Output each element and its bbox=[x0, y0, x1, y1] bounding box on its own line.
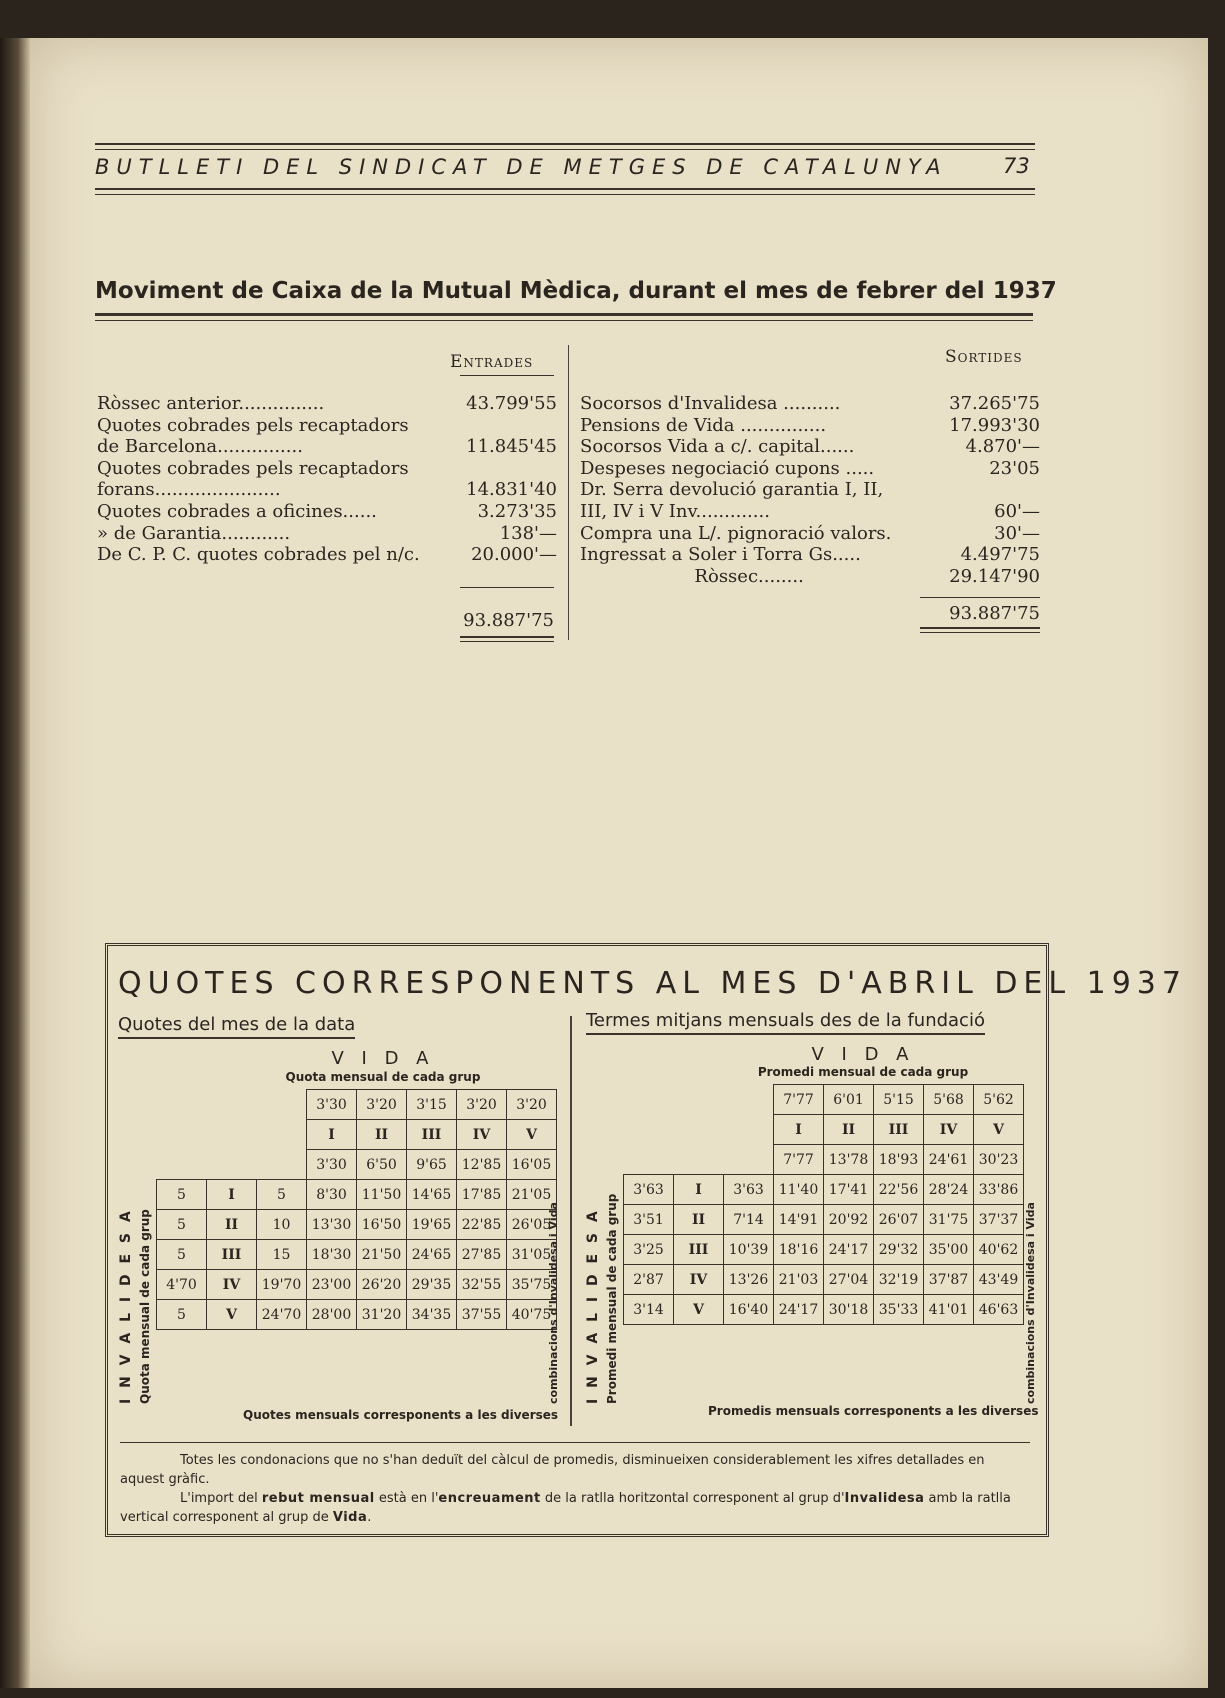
vida-quota-cell: 3'20 bbox=[457, 1090, 507, 1120]
table-row bbox=[624, 1205, 1024, 1235]
combination-cell: 26'05 bbox=[507, 1210, 557, 1240]
invalidesa-quota-cell: 3'25 bbox=[624, 1235, 674, 1265]
vida-group-cell: II bbox=[357, 1120, 407, 1150]
ledger-row bbox=[97, 479, 557, 501]
invalidesa-group-cell: I bbox=[207, 1180, 257, 1210]
ledger-row bbox=[97, 436, 557, 458]
header-rule-bottom-thin bbox=[95, 194, 1035, 195]
invalidesa-group-cell: IV bbox=[207, 1270, 257, 1300]
invalidesa-group-cell: I bbox=[674, 1175, 724, 1205]
vida-cumulative-cell: 6'50 bbox=[357, 1150, 407, 1180]
invalidesa-quota-cell: 3'51 bbox=[624, 1205, 674, 1235]
vida-quota-cell: 5'15 bbox=[874, 1085, 924, 1115]
note-text: L'import del bbox=[180, 1491, 262, 1506]
vida-cumulative-cell: 16'05 bbox=[507, 1150, 557, 1180]
invalidesa-group-cell: V bbox=[674, 1295, 724, 1325]
invalidesa-group-cell: III bbox=[207, 1240, 257, 1270]
combination-cell: 40'62 bbox=[974, 1235, 1024, 1265]
left-vida-subtitle: Quota mensual de cada grup bbox=[285, 1070, 481, 1084]
ledger-row bbox=[97, 415, 557, 437]
combination-cell: 11'40 bbox=[774, 1175, 824, 1205]
combination-cell: 31'05 bbox=[507, 1240, 557, 1270]
invalidesa-cumulative-cell: 10 bbox=[257, 1210, 307, 1240]
table-row bbox=[157, 1210, 557, 1240]
table-row bbox=[157, 1180, 557, 1210]
invalidesa-cumulative-cell: 19'70 bbox=[257, 1270, 307, 1300]
exit-amount: 30'— bbox=[994, 522, 1040, 544]
spacer-cell bbox=[674, 1085, 724, 1115]
combination-cell: 20'92 bbox=[824, 1205, 874, 1235]
vida-quota-cell: 3'20 bbox=[507, 1090, 557, 1120]
exit-amount: 23'05 bbox=[989, 457, 1040, 479]
entry-label: » de Garantia............ bbox=[97, 522, 291, 544]
ledger-row bbox=[580, 458, 1040, 480]
ledger-row bbox=[97, 544, 557, 566]
note-text: està en l' bbox=[374, 1491, 439, 1506]
combination-cell: 29'32 bbox=[874, 1235, 924, 1265]
right-bottom-label: Promedis mensuals corresponents a les diverses bbox=[708, 1404, 1039, 1418]
vida-cumulative-cell: 3'30 bbox=[307, 1150, 357, 1180]
left-vida-label: V I D A bbox=[331, 1048, 435, 1069]
combination-cell: 22'56 bbox=[874, 1175, 924, 1205]
entry-label: de Barcelona............... bbox=[97, 436, 303, 458]
combination-cell: 16'50 bbox=[357, 1210, 407, 1240]
entry-amount: 138'— bbox=[499, 522, 557, 544]
combination-cell: 19'65 bbox=[407, 1210, 457, 1240]
spacer-cell bbox=[724, 1145, 774, 1175]
exit-amount: 60'— bbox=[994, 500, 1040, 522]
invalidesa-cumulative-cell: 15 bbox=[257, 1240, 307, 1270]
ledger-row bbox=[580, 436, 1040, 458]
entry-label: Quotes cobrades pels recaptadors bbox=[97, 457, 409, 479]
spacer-cell bbox=[257, 1150, 307, 1180]
ledger-row bbox=[580, 393, 1040, 415]
combination-cell: 46'63 bbox=[974, 1295, 1024, 1325]
combination-cell: 17'41 bbox=[824, 1175, 874, 1205]
table-row bbox=[624, 1295, 1024, 1325]
entry-amount: 3.273'35 bbox=[477, 500, 557, 522]
combination-cell: 43'49 bbox=[974, 1265, 1024, 1295]
book-binding bbox=[0, 38, 30, 1688]
vida-cumulative-cell: 13'78 bbox=[824, 1145, 874, 1175]
combination-cell: 41'01 bbox=[924, 1295, 974, 1325]
combination-cell: 27'04 bbox=[824, 1265, 874, 1295]
note-bold: Invalidesa bbox=[844, 1491, 925, 1506]
vida-quota-cell: 7'77 bbox=[774, 1085, 824, 1115]
combination-cell: 31'75 bbox=[924, 1205, 974, 1235]
combination-cell: 14'65 bbox=[407, 1180, 457, 1210]
table-row bbox=[624, 1265, 1024, 1295]
header-rule-top-thin bbox=[95, 149, 1035, 150]
invalidesa-quota-cell: 2'87 bbox=[624, 1265, 674, 1295]
combination-cell: 33'86 bbox=[974, 1175, 1024, 1205]
combination-cell: 24'17 bbox=[824, 1235, 874, 1265]
table-row bbox=[157, 1120, 557, 1150]
vida-cumulative-cell: 12'85 bbox=[457, 1150, 507, 1180]
invalidesa-cumulative-cell: 5 bbox=[257, 1180, 307, 1210]
invalidesa-quota-cell: 4'70 bbox=[157, 1270, 207, 1300]
vida-quota-cell: 3'30 bbox=[307, 1090, 357, 1120]
vida-group-cell: I bbox=[774, 1115, 824, 1145]
table-row bbox=[157, 1300, 557, 1330]
combination-cell: 11'50 bbox=[357, 1180, 407, 1210]
invalidesa-group-cell: V bbox=[207, 1300, 257, 1330]
exit-label: Socorsos Vida a c/. capital...... bbox=[580, 436, 855, 458]
spacer-cell bbox=[157, 1120, 207, 1150]
combination-cell: 37'37 bbox=[974, 1205, 1024, 1235]
right-invalidesa-label: I N V A L I D E S A bbox=[585, 1208, 601, 1404]
vida-cumulative-cell: 24'61 bbox=[924, 1145, 974, 1175]
vida-group-cell: III bbox=[407, 1120, 457, 1150]
table-row bbox=[157, 1240, 557, 1270]
vida-cumulative-cell: 18'93 bbox=[874, 1145, 924, 1175]
invalidesa-quota-cell: 5 bbox=[157, 1240, 207, 1270]
combination-cell: 21'50 bbox=[357, 1240, 407, 1270]
spacer-cell bbox=[624, 1085, 674, 1115]
invalidesa-cumulative-cell: 16'40 bbox=[724, 1295, 774, 1325]
table-row bbox=[624, 1115, 1024, 1145]
right-quotes-table bbox=[623, 1084, 1024, 1325]
combination-cell: 40'75 bbox=[507, 1300, 557, 1330]
cash-column-divider bbox=[568, 345, 569, 640]
spacer-cell bbox=[674, 1145, 724, 1175]
ledger-row bbox=[580, 501, 1040, 523]
exit-label: Dr. Serra devolució garantia I, II, bbox=[580, 479, 884, 501]
entry-label: forans...................... bbox=[97, 479, 281, 501]
left-combinations-label: combinacions d'Invalidesa i Vida bbox=[547, 1202, 560, 1404]
entry-label: De C. P. C. quotes cobrades pel n/c. bbox=[97, 544, 420, 566]
spacer-cell bbox=[207, 1090, 257, 1120]
ledger-row bbox=[580, 566, 1040, 588]
exit-amount: 37.265'75 bbox=[949, 393, 1040, 414]
invalidesa-quota-cell: 5 bbox=[157, 1180, 207, 1210]
panel-divider bbox=[570, 1016, 572, 1426]
vida-cumulative-cell: 7'77 bbox=[774, 1145, 824, 1175]
note-bold: encreuament bbox=[438, 1491, 541, 1506]
combination-cell: 37'55 bbox=[457, 1300, 507, 1330]
combination-cell: 26'07 bbox=[874, 1205, 924, 1235]
entry-amount: 20.000'— bbox=[471, 544, 557, 566]
spacer-cell bbox=[257, 1120, 307, 1150]
entry-amount: 11.845'45 bbox=[466, 436, 557, 458]
spacer-cell bbox=[724, 1115, 774, 1145]
table-row bbox=[624, 1175, 1024, 1205]
entry-label: Quotes cobrades a oficines...... bbox=[97, 500, 377, 522]
invalidesa-cumulative-cell: 24'70 bbox=[257, 1300, 307, 1330]
entries-total-rule-2 bbox=[460, 641, 554, 642]
entries-total-rule bbox=[460, 636, 554, 638]
combination-cell: 18'16 bbox=[774, 1235, 824, 1265]
ledger-row bbox=[97, 458, 557, 480]
spacer-cell bbox=[624, 1145, 674, 1175]
right-vida-subtitle: Promedi mensual de cada grup bbox=[757, 1065, 969, 1079]
quotes-panel bbox=[105, 943, 1187, 1537]
vida-cumulative-cell: 30'23 bbox=[974, 1145, 1024, 1175]
left-subtitle: Quotes del mes de la data bbox=[118, 1014, 355, 1039]
exit-label: Socorsos d'Invalidesa .......... bbox=[580, 393, 841, 414]
right-vida-label: V I D A bbox=[811, 1044, 915, 1065]
spacer-cell bbox=[207, 1120, 257, 1150]
note-bold: rebut mensual bbox=[261, 1491, 375, 1506]
notes bbox=[120, 1442, 1030, 1527]
exit-label: Pensions de Vida ............... bbox=[580, 414, 827, 436]
combination-cell: 24'17 bbox=[774, 1295, 824, 1325]
vida-quota-cell: 3'15 bbox=[407, 1090, 457, 1120]
combination-cell: 13'30 bbox=[307, 1210, 357, 1240]
invalidesa-quota-cell: 5 bbox=[157, 1210, 207, 1240]
combination-cell: 21'05 bbox=[507, 1180, 557, 1210]
combination-cell: 23'00 bbox=[307, 1270, 357, 1300]
combination-cell: 27'85 bbox=[457, 1240, 507, 1270]
invalidesa-group-cell: II bbox=[207, 1210, 257, 1240]
table-row bbox=[157, 1150, 557, 1180]
quotes-title: QUOTES CORRESPONENTS AL MES D'ABRIL DEL 1937 bbox=[118, 966, 1187, 1001]
combination-cell: 28'00 bbox=[307, 1300, 357, 1330]
note-paragraph: Totes les condonacions que no s'han deduït del càlcul de promedis, disminueixen considerablement les xifres detallades en aquest gràfic. bbox=[120, 1453, 985, 1487]
table-row bbox=[157, 1090, 557, 1120]
combination-cell: 18'30 bbox=[307, 1240, 357, 1270]
right-invalidesa-subtitle: Promedi mensual de cada grup bbox=[605, 1193, 619, 1404]
exit-label: III, IV i V Inv............. bbox=[580, 500, 770, 522]
exits-heading: Sortides bbox=[945, 347, 1023, 367]
entry-amount: 14.831'40 bbox=[466, 479, 557, 501]
invalidesa-quota-cell: 3'14 bbox=[624, 1295, 674, 1325]
entry-amount: 43.799'55 bbox=[466, 393, 557, 414]
exit-label: Ingressat a Soler i Torra Gs..... bbox=[580, 544, 861, 566]
vida-quota-cell: 5'62 bbox=[974, 1085, 1024, 1115]
ledger-row bbox=[580, 415, 1040, 437]
exits-total-rule-2 bbox=[920, 632, 1040, 633]
note-text: . bbox=[367, 1510, 372, 1525]
combination-cell: 32'55 bbox=[457, 1270, 507, 1300]
exits-total: 93.887'75 bbox=[949, 603, 1040, 624]
entries-heading-rule bbox=[460, 375, 554, 376]
spacer-cell bbox=[207, 1150, 257, 1180]
exit-amount: 4.497'75 bbox=[960, 544, 1040, 566]
left-bottom-label: Quotes mensuals corresponents a les diverses bbox=[243, 1408, 559, 1422]
entries-subtotal-rule bbox=[460, 587, 554, 588]
exit-amount: 17.993'30 bbox=[949, 414, 1040, 436]
vida-quota-cell: 5'68 bbox=[924, 1085, 974, 1115]
combination-cell: 30'18 bbox=[824, 1295, 874, 1325]
combination-cell: 22'85 bbox=[457, 1210, 507, 1240]
combination-cell: 35'00 bbox=[924, 1235, 974, 1265]
spacer-cell bbox=[257, 1090, 307, 1120]
header-rule-top bbox=[95, 143, 1035, 145]
spacer-cell bbox=[674, 1115, 724, 1145]
vida-group-cell: IV bbox=[457, 1120, 507, 1150]
ledger-row bbox=[97, 523, 557, 545]
combination-cell: 35'33 bbox=[874, 1295, 924, 1325]
invalidesa-cumulative-cell: 10'39 bbox=[724, 1235, 774, 1265]
ledger-row bbox=[580, 544, 1040, 566]
table-row bbox=[157, 1270, 557, 1300]
left-invalidesa-label: I N V A L I D E S A bbox=[118, 1208, 134, 1404]
left-quotes-table bbox=[156, 1089, 557, 1330]
combination-cell: 14'91 bbox=[774, 1205, 824, 1235]
vida-group-cell: V bbox=[974, 1115, 1024, 1145]
left-invalidesa-subtitle: Quota mensual de cada grup bbox=[138, 1209, 152, 1404]
combination-cell: 35'75 bbox=[507, 1270, 557, 1300]
entry-label: Ròssec anterior............... bbox=[97, 393, 325, 414]
cash-title-rule-thin bbox=[95, 320, 1033, 321]
header-rule-bottom bbox=[95, 188, 1035, 190]
spacer-cell bbox=[157, 1090, 207, 1120]
cash-section-title: Moviment de Caixa de la Mutual Mèdica, durant el mes de febrer del 1937 bbox=[95, 278, 1057, 304]
combination-cell: 17'85 bbox=[457, 1180, 507, 1210]
combination-cell: 24'65 bbox=[407, 1240, 457, 1270]
vida-quota-cell: 3'20 bbox=[357, 1090, 407, 1120]
right-combinations-label: combinacions d'Invalidesa i Vida bbox=[1024, 1202, 1037, 1404]
right-subtitle: Termes mitjans mensuals des de la fundació bbox=[586, 1010, 985, 1035]
page-number: 73 bbox=[1003, 154, 1030, 178]
vida-cumulative-cell: 9'65 bbox=[407, 1150, 457, 1180]
exit-amount: 4.870'— bbox=[965, 436, 1040, 458]
combination-cell: 26'20 bbox=[357, 1270, 407, 1300]
entry-label: Quotes cobrades pels recaptadors bbox=[97, 414, 409, 436]
ledger-row bbox=[97, 393, 557, 415]
ledger-row bbox=[97, 501, 557, 523]
vida-group-cell: II bbox=[824, 1115, 874, 1145]
table-row bbox=[624, 1145, 1024, 1175]
vida-quota-cell: 6'01 bbox=[824, 1085, 874, 1115]
spacer-cell bbox=[157, 1150, 207, 1180]
invalidesa-group-cell: II bbox=[674, 1205, 724, 1235]
ledger-row bbox=[580, 479, 1040, 501]
combination-cell: 32'19 bbox=[874, 1265, 924, 1295]
combination-cell: 21'03 bbox=[774, 1265, 824, 1295]
spacer-cell bbox=[624, 1115, 674, 1145]
invalidesa-quota-cell: 5 bbox=[157, 1300, 207, 1330]
invalidesa-group-cell: III bbox=[674, 1235, 724, 1265]
combination-cell: 31'20 bbox=[357, 1300, 407, 1330]
exits-subtotal-rule bbox=[920, 597, 1040, 598]
invalidesa-group-cell: IV bbox=[674, 1265, 724, 1295]
exit-label: Despeses negociació cupons ..... bbox=[580, 457, 875, 479]
combination-cell: 29'35 bbox=[407, 1270, 457, 1300]
exits-ledger bbox=[580, 393, 1040, 587]
entries-total: 93.887'75 bbox=[463, 610, 554, 631]
exits-total-rule bbox=[920, 627, 1040, 629]
ledger-row bbox=[580, 523, 1040, 545]
note-text: amb la ratlla vertical corresponent al grup de bbox=[120, 1491, 1011, 1525]
exit-amount: 29.147'90 bbox=[949, 565, 1040, 587]
cash-title-rule bbox=[95, 313, 1033, 316]
invalidesa-cumulative-cell: 3'63 bbox=[724, 1175, 774, 1205]
vida-group-cell: I bbox=[307, 1120, 357, 1150]
entries-ledger bbox=[97, 393, 557, 566]
combination-cell: 34'35 bbox=[407, 1300, 457, 1330]
journal-title: BUTLLETI DEL SINDICAT DE METGES DE CATALUNYA bbox=[95, 155, 948, 179]
exit-label: Compra una L/. pignoració valors. bbox=[580, 522, 892, 544]
note-bold: Vida bbox=[332, 1510, 368, 1525]
exit-label: Ròssec........ bbox=[580, 565, 804, 587]
note-text: de la ratlla horitzontal corresponent al grup d' bbox=[540, 1491, 845, 1506]
invalidesa-cumulative-cell: 7'14 bbox=[724, 1205, 774, 1235]
combination-cell: 8'30 bbox=[307, 1180, 357, 1210]
combination-cell: 37'87 bbox=[924, 1265, 974, 1295]
table-row bbox=[624, 1085, 1024, 1115]
note-paragraph bbox=[120, 1489, 1030, 1527]
vida-group-cell: V bbox=[507, 1120, 557, 1150]
spacer-cell bbox=[724, 1085, 774, 1115]
combination-cell: 28'24 bbox=[924, 1175, 974, 1205]
invalidesa-cumulative-cell: 13'26 bbox=[724, 1265, 774, 1295]
vida-group-cell: IV bbox=[924, 1115, 974, 1145]
invalidesa-quota-cell: 3'63 bbox=[624, 1175, 674, 1205]
vida-group-cell: III bbox=[874, 1115, 924, 1145]
entries-heading: Entrades bbox=[450, 352, 534, 372]
table-row bbox=[624, 1235, 1024, 1265]
